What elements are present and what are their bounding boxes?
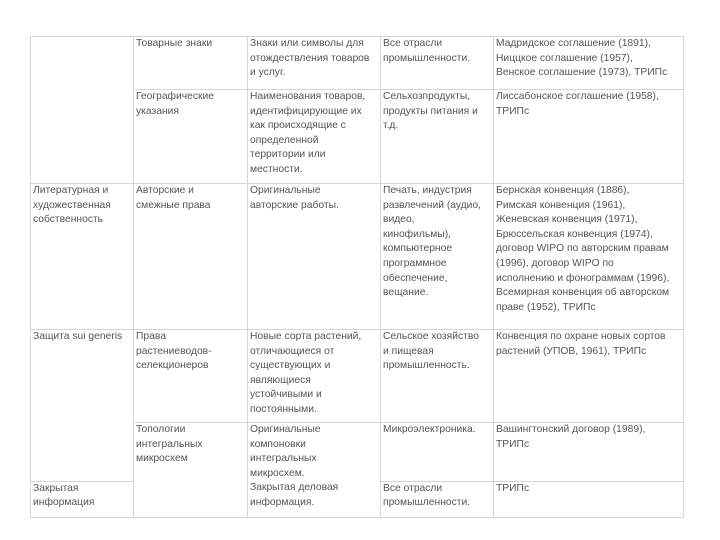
object-text: Права растениеводов- селекционеров (136, 331, 212, 372)
category-text: Закрытая информация (33, 482, 95, 509)
category-cell (31, 423, 134, 482)
sectors-text: Микроэлектроника. (383, 424, 476, 435)
category-cell (31, 37, 134, 90)
subject-text: Закрытая деловая информация. (250, 482, 339, 508)
table-row (31, 423, 684, 482)
subject-text: Знаки или символы для отождествления товаров и услуг. (250, 38, 370, 79)
table-row (31, 330, 684, 423)
treaties-cell (494, 90, 684, 184)
treaties-text: Конвенция по охране новых сортов растений (УПОВ, 1961), ТРИПс (496, 331, 666, 357)
table-row (31, 481, 684, 517)
subject-text: Оригинальные компоновки интегральных микросхем. (250, 424, 321, 479)
object-text: Топологии интегральных микросхем (136, 424, 203, 465)
treaties-text: ТРИПс (496, 482, 530, 494)
treaties-cell (494, 423, 684, 482)
object-cell (134, 37, 248, 90)
treaties-text: Мадридское соглашение (1891), Ниццкое соглашение (1957), Венское соглашение (1973), ТРИПс (496, 38, 668, 79)
treaties-cell (494, 481, 684, 517)
table-row (31, 184, 684, 330)
treaties-text: Бернская конвенция (1886), Римская конвенция (1961), Женевская конвенция (1971), Брюссельская конвенция (1974), договор WIPO по авторским правам (1996), договор WIPO по исполнению и фонограммам (1996), Всемирная конвенция об авторском праве (1952), ТРИПс (496, 185, 670, 313)
object-text: Товарные знаки (136, 38, 213, 49)
sectors-cell (381, 330, 494, 423)
subject-cell (248, 90, 381, 184)
sectors-text: Все отрасли промышленности. (383, 482, 471, 509)
ip-rights-table (30, 36, 684, 518)
object-cell (134, 481, 248, 517)
category-text: Литературная и художественная собственность (33, 185, 111, 226)
sectors-cell (381, 184, 494, 330)
table-row (31, 37, 684, 90)
object-text: Авторские и смежные права (136, 185, 211, 211)
sectors-text: Сельское хозяйство и пищевая промышленность. (383, 331, 479, 372)
category-cell (31, 330, 134, 423)
sectors-cell (381, 37, 494, 90)
object-cell (134, 423, 248, 482)
sectors-cell (381, 481, 494, 517)
category-cell (31, 184, 134, 330)
subject-cell (248, 184, 381, 330)
sectors-text: Печать, индустрия развлечений (аудио, видео, кинофильмы), компьютерное программное обеспечение, вещание. (383, 185, 482, 299)
treaties-cell (494, 330, 684, 423)
treaties-cell (494, 37, 684, 90)
subject-text: Наименования товаров, идентифицирующие их как происходящие с определенной территории или местности. (250, 91, 366, 175)
subject-cell (248, 423, 381, 482)
category-cell (31, 90, 134, 184)
treaties-text: Лиссабонское соглашение (1958), ТРИПс (496, 91, 659, 117)
object-cell (134, 330, 248, 423)
sectors-cell (381, 423, 494, 482)
object-cell (134, 184, 248, 330)
object-text: Географические указания (136, 91, 214, 117)
subject-text: Новые сорта растений, отличающиеся от существующих и являющиеся устойчивыми и постоянными. (250, 331, 362, 415)
sectors-text: Все отрасли промышленности. (383, 38, 471, 64)
table-row (31, 90, 684, 184)
treaties-text: Вашингтонский договор (1989), ТРИПс (496, 424, 646, 450)
sectors-cell (381, 90, 494, 184)
treaties-cell (494, 184, 684, 330)
subject-text: Оригинальные авторские работы. (250, 185, 339, 211)
category-cell (31, 481, 134, 517)
subject-cell (248, 481, 381, 517)
object-cell (134, 90, 248, 184)
category-text: Защита sui generis (33, 331, 123, 342)
subject-cell (248, 37, 381, 90)
subject-cell (248, 330, 381, 423)
sectors-text: Сельхозпродукты, продукты питания и т.д. (383, 91, 478, 132)
